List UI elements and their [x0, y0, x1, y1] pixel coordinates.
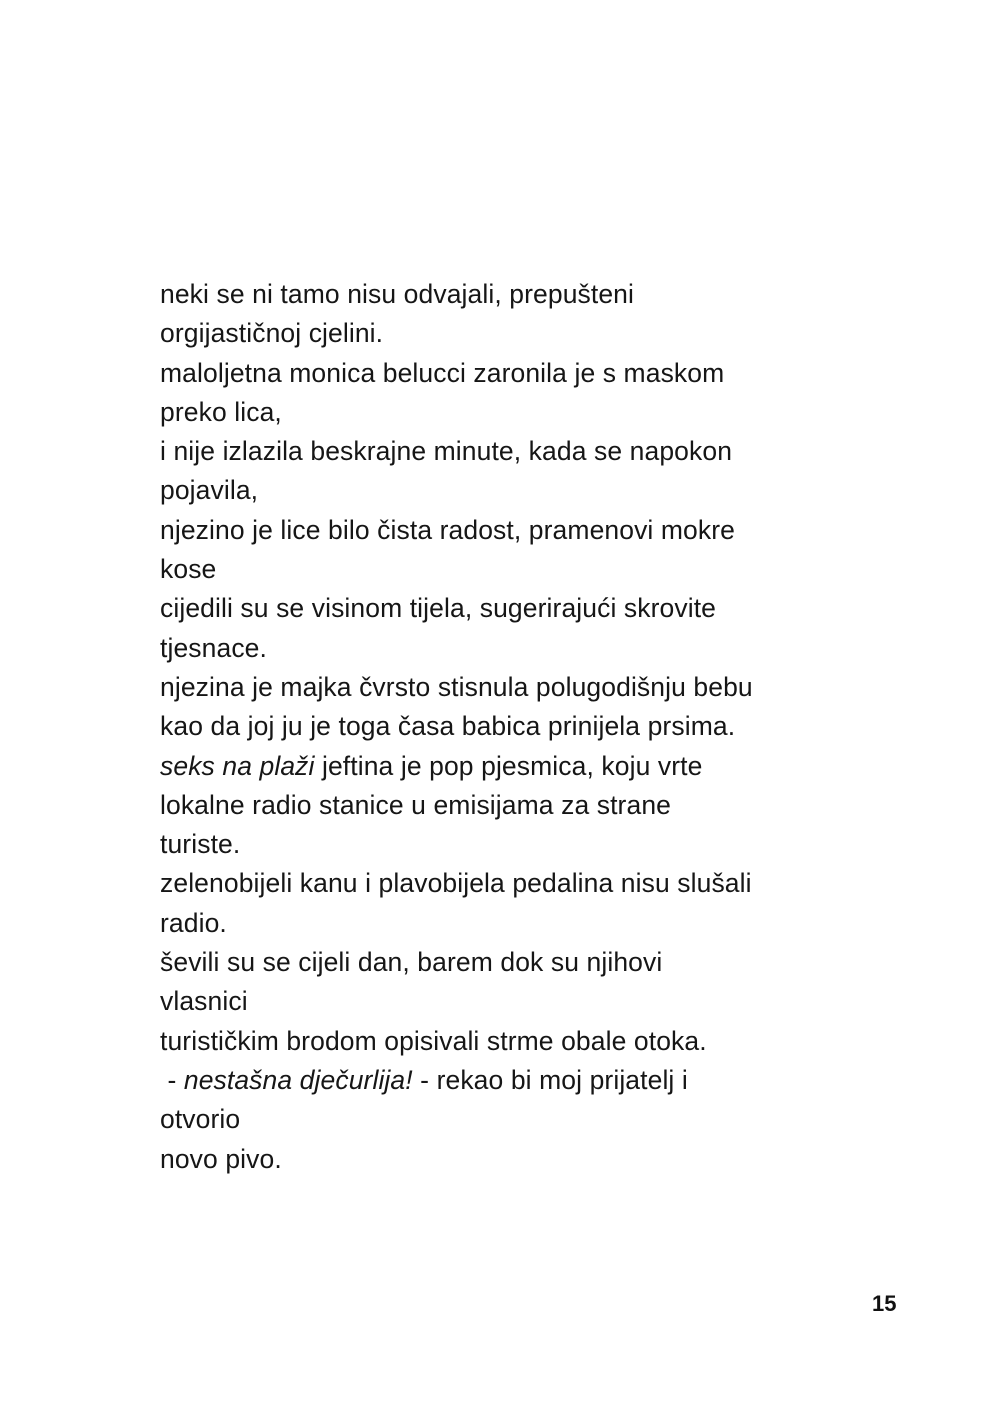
poem-line [160, 747, 860, 786]
line-text: pojavila, [160, 475, 259, 506]
poem-line [160, 1061, 860, 1100]
poem-line [160, 707, 860, 746]
poem-line [160, 943, 860, 982]
line-text: vlasnici [160, 986, 248, 1017]
poem-line [160, 982, 860, 1021]
poem-line [160, 668, 860, 707]
italic-phrase: nestašna dječurlija! [183, 1064, 413, 1095]
poem-line [160, 825, 860, 864]
poem-line [160, 1022, 860, 1061]
line-text: cijedili su se visinom tijela, sugerirajući skrovite [160, 593, 717, 624]
poem-line [160, 864, 860, 903]
line-text: jeftina je pop pjesmica, koju vrte [314, 750, 703, 781]
line-text: turiste. [160, 829, 241, 860]
line-text: preko lica, [160, 396, 282, 427]
line-text: otvorio [160, 1104, 241, 1135]
line-text: ševili su se cijeli dan, barem dok su njihovi [160, 947, 663, 978]
poem-line [160, 1140, 860, 1179]
line-text: neki se ni tamo nisu odvajali, prepušteni [160, 279, 635, 309]
line-text: radio. [160, 907, 227, 938]
poem-line [160, 786, 860, 825]
poem-line [160, 1100, 860, 1139]
line-text: tjesnace. [160, 632, 267, 663]
page-number: 15 [872, 1291, 897, 1316]
line-text: zelenobijeli kanu i plavobijela pedalina nisu slušali [160, 868, 752, 899]
poem-line [160, 511, 860, 550]
line-text: novo pivo. [160, 1143, 282, 1174]
poem-line [160, 589, 860, 628]
poem-text [160, 275, 860, 1179]
poem-line [160, 629, 860, 668]
poem-line [160, 354, 860, 393]
poem-line [160, 314, 860, 353]
poem-line [160, 432, 860, 471]
poem-line [160, 550, 860, 589]
poem-line [160, 471, 860, 510]
line-text: njezino je lice bilo čista radost, pramenovi mokre [160, 514, 736, 545]
line-text: lokalne radio stanice u emisijama za strane [160, 789, 671, 820]
poem-line [160, 904, 860, 943]
line-text: njezina je majka čvrsto stisnula polugodišnju bebu [160, 671, 753, 702]
line-text: - rekao bi moj prijatelj i [412, 1064, 688, 1095]
line-text: orgijastičnoj cjelini. [160, 318, 384, 349]
italic-phrase: seks na plaži [160, 750, 315, 781]
line-text: i nije izlazila beskrajne minute, kada se napokon [160, 436, 733, 467]
line-text: kose [160, 554, 217, 585]
line-text: kao da joj ju je toga časa babica prinijela prsima. [160, 711, 736, 742]
poem-line [160, 393, 860, 432]
line-text: maloljetna monica belucci zaronila je s maskom [160, 357, 725, 388]
line-text: turističkim brodom opisivali strme obale otoka. [160, 1025, 707, 1056]
poem-line [160, 275, 860, 314]
line-text: - [160, 1064, 184, 1095]
